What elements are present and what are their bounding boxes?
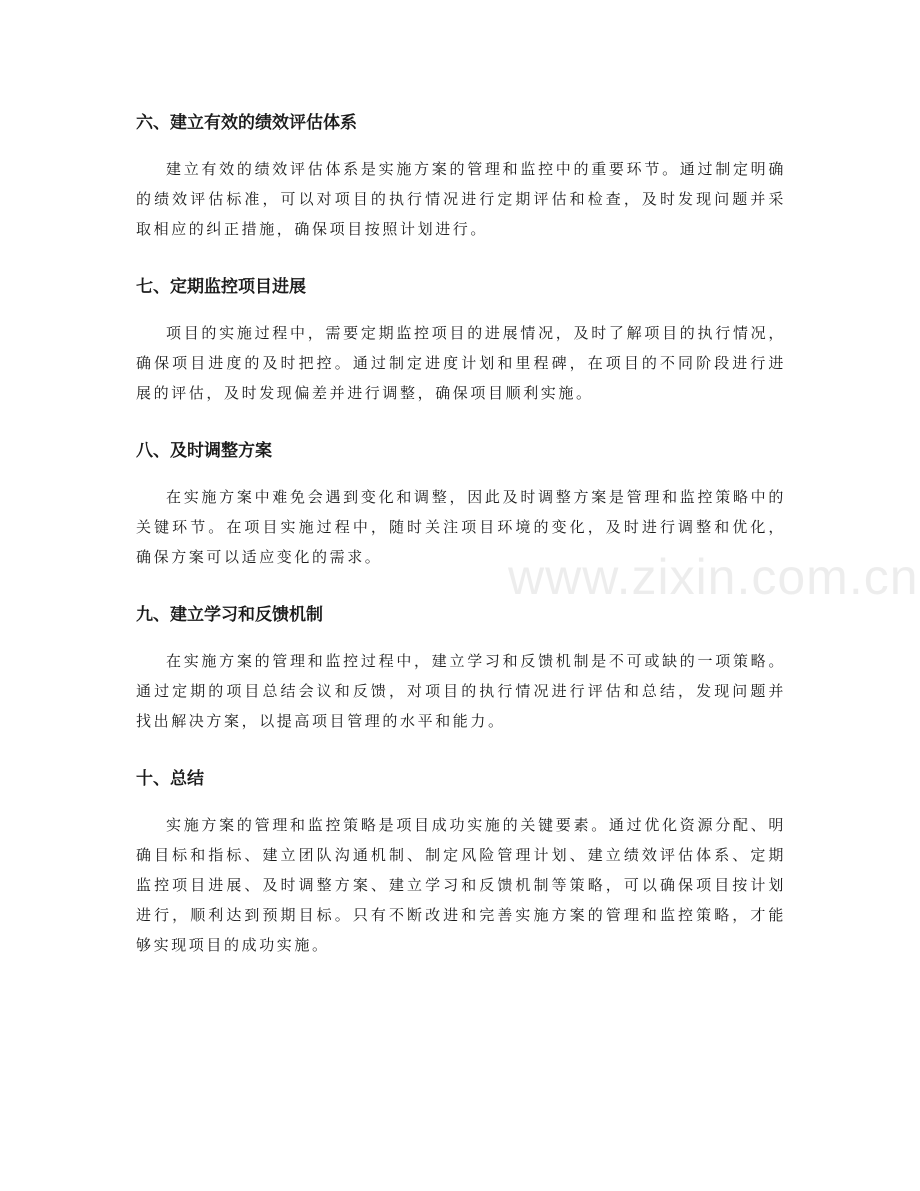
section-heading: 十、总结 [136, 769, 204, 789]
section-paragraph: 项目的实施过程中，需要定期监控项目的进展情况，及时了解项目的执行情况，确保项目进度的及时把控。通过制定进度计划和里程碑，在项目的不同阶段进行进展的评估，及时发现偏差并进行调整，确保项目顺利实施。 [136, 324, 786, 402]
section-heading: 九、建立学习和反馈机制 [136, 605, 323, 625]
section-heading: 八、及时调整方案 [136, 441, 272, 461]
document-content [136, 104, 786, 984]
section-6 [136, 104, 786, 244]
section-9 [136, 596, 786, 736]
section-8 [136, 432, 786, 572]
section-7 [136, 268, 786, 408]
section-heading: 六、建立有效的绩效评估体系 [136, 113, 357, 133]
section-paragraph: 建立有效的绩效评估体系是实施方案的管理和监控中的重要环节。通过制定明确的绩效评估标准，可以对项目的执行情况进行定期评估和检查，及时发现问题并采取相应的纠正措施，确保项目按照计划进行。 [136, 160, 786, 238]
section-paragraph: 在实施方案的管理和监控过程中，建立学习和反馈机制是不可或缺的一项策略。通过定期的项目总结会议和反馈，对项目的执行情况进行评估和总结，发现问题并找出解决方案，以提高项目管理的水平和能力。 [136, 652, 786, 730]
section-paragraph: 实施方案的管理和监控策略是项目成功实施的关键要素。通过优化资源分配、明确目标和指标、建立团队沟通机制、制定风险管理计划、建立绩效评估体系、定期监控项目进展、及时调整方案、建立学习和反馈机制等策略，可以确保项目按计划进行，顺利达到预期目标。只有不断改进和完善实施方案的管理和监控策略，才能够实现项目的成功实施。 [136, 816, 786, 954]
section-paragraph: 在实施方案中难免会遇到变化和调整，因此及时调整方案是管理和监控策略中的关键环节。在项目实施过程中，随时关注项目环境的变化，及时进行调整和优化，确保方案可以适应变化的需求。 [136, 488, 786, 566]
section-heading: 七、定期监控项目进展 [136, 277, 306, 297]
watermark: www.zixin.com.cn [508, 549, 919, 605]
section-10 [136, 760, 786, 960]
